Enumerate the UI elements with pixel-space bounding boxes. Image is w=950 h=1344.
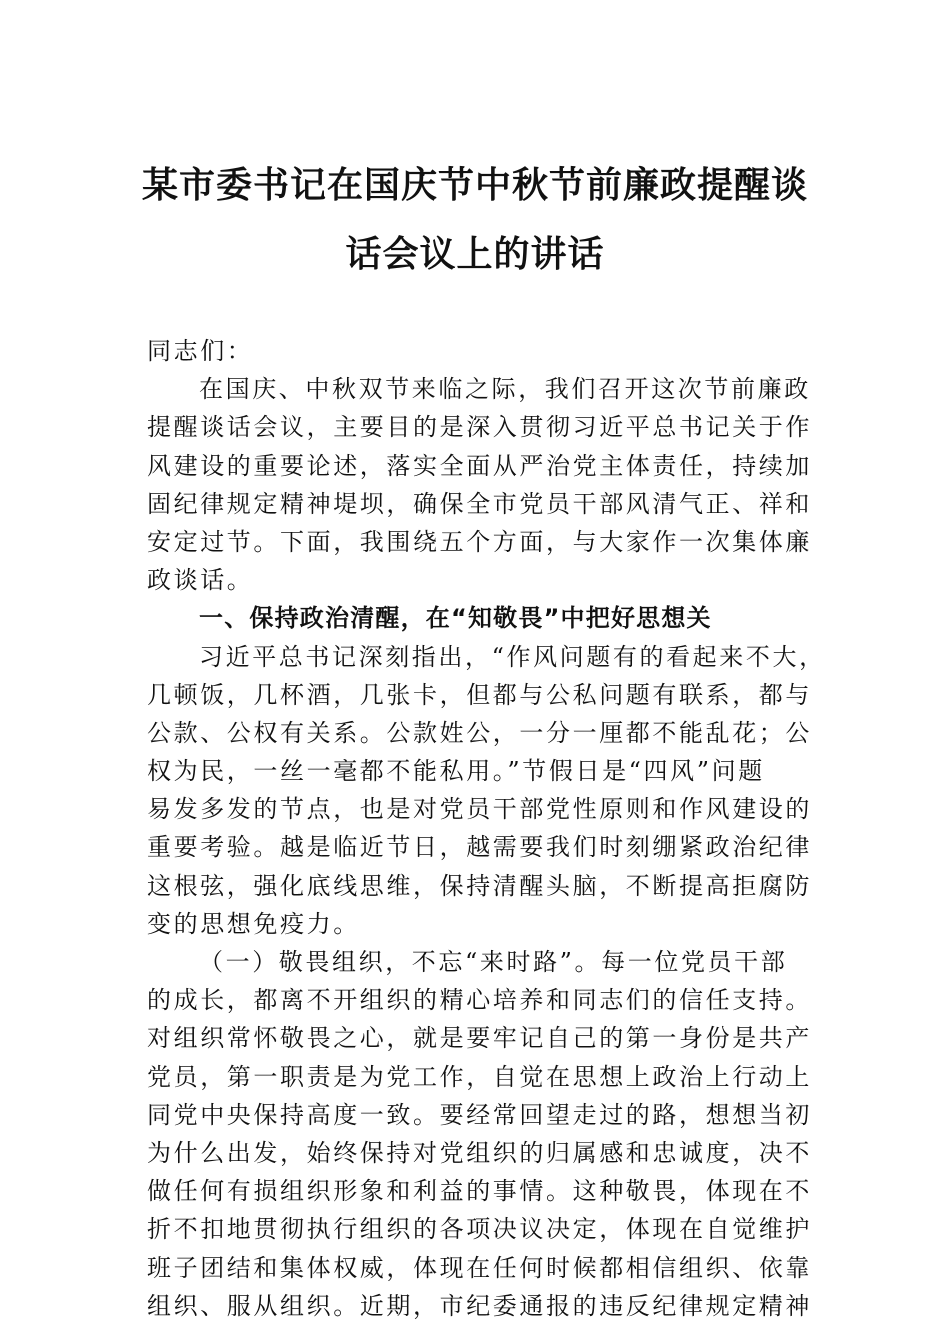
section-1-line: 重要考验。越是临近节日，越需要我们时刻绷紧政治纪律 <box>147 833 812 862</box>
section-1-heading: 一、保持政治清醒，在“知敬畏”中把好思想关 <box>199 604 712 633</box>
section-1-line: 习近平总书记深刻指出，“作风问题有的看起来不大， <box>199 642 826 671</box>
subsection-1-line: 班子团结和集体权威，体现在任何时候都相信组织、依靠 <box>147 1253 812 1282</box>
subsection-1-line: 党员，第一职责是为党工作，自觉在思想上政治上行动上 <box>147 1062 812 1091</box>
intro-line: 政谈话。 <box>147 566 254 595</box>
section-1-line: 变的思想免疫力。 <box>147 909 360 938</box>
subsection-1-line: 的成长，都离不开组织的精心培养和同志们的信任支持。 <box>147 986 812 1015</box>
subsection-1-line: 做任何有损组织形象和利益的事情。这种敬畏，体现在不 <box>147 1177 812 1206</box>
subsection-1-line: 为什么出发，始终保持对党组织的归属感和忠诚度，决不 <box>147 1138 812 1167</box>
intro-line: 提醒谈话会议，主要目的是深入贯彻习近平总书记关于作 <box>147 413 812 442</box>
document-title-line-2: 话会议上的讲话 <box>345 233 605 275</box>
section-1-line: 几顿饭，几杯酒，几张卡，但都与公私问题有联系，都与 <box>147 680 812 709</box>
section-1-line: 这根弦，强化底线思维，保持清醒头脑，不断提高拒腐防 <box>147 871 812 900</box>
intro-line: 固纪律规定精神堤坝，确保全市党员干部风清气正、祥和 <box>147 489 812 518</box>
subsection-1-line: 对组织常怀敬畏之心，就是要牢记自己的第一身份是共产 <box>147 1024 812 1053</box>
intro-line: 安定过节。下面，我围绕五个方面，与大家作一次集体廉 <box>147 527 812 556</box>
salutation: 同志们： <box>147 337 254 365</box>
document-title-line-1: 某市委书记在国庆节中秋节前廉政提醒谈 <box>141 164 808 206</box>
subsection-1-line: 同党中央保持高度一致。要经常回望走过的路，想想当初 <box>147 1100 812 1129</box>
subsection-1-line: 折不扣地贯彻执行组织的各项决议决定，体现在自觉维护 <box>147 1215 812 1244</box>
intro-line: 在国庆、中秋双节来临之际，我们召开这次节前廉政 <box>199 375 811 404</box>
section-1-line: 公款、公权有关系。公款姓公，一分一厘都不能乱花；公 <box>147 718 812 747</box>
section-1-line: 易发多发的节点，也是对党员干部党性原则和作风建设的 <box>147 795 812 824</box>
intro-line: 风建设的重要论述，落实全面从严治党主体责任，持续加 <box>147 451 812 480</box>
document-body <box>147 332 826 1325</box>
section-1-line: 权为民，一丝一毫都不能私用。”节假日是“四风”问题 <box>147 757 765 786</box>
subsection-1-line: （一）敬畏组织，不忘“来时路”。每一位党员干部 <box>199 948 788 976</box>
subsection-1-line: 组织、服从组织。近期，市纪委通报的违反纪律规定精神 <box>147 1291 812 1320</box>
